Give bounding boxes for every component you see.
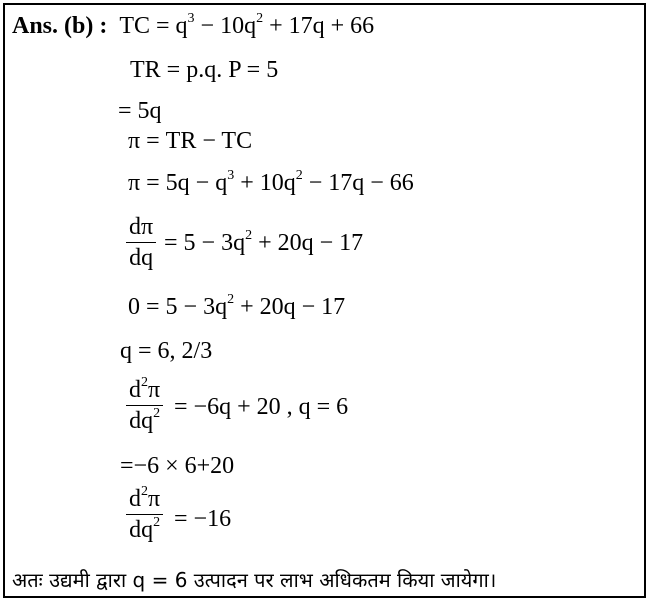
first-derivative-rhs: = $5 - 3q^2 + 20q - 17$ [164,228,364,256]
roots: q = 6, 2/3 [120,338,213,364]
fraction-numerator: $d^2\pi$ [129,375,161,403]
fraction-denominator: $dq^2$ [129,515,161,543]
second-derivative-result-rhs: = −16 [174,506,232,532]
fraction-denominator: $dq^2$ [129,406,161,434]
second-derivative-result-fraction [126,484,163,545]
answer-label: Ans. (b) : [12,13,108,39]
foc-equation: $0 = 5 - 3q^2 + 20q - 17$ [128,292,346,320]
tc-equation: Ans. (b) : TC = $q^3 - 10q^2 + 17q + 66$ [12,11,375,39]
fraction-numerator: $d^2\pi$ [129,484,161,512]
tr-equation: TR = p.q. P = 5 [130,57,279,83]
evaluation: =−6 × 6+20 [120,453,235,479]
fraction-numerator: dπ [129,214,154,240]
fraction-denominator: dq [129,245,154,271]
profit-definition: π = TR − TC [128,128,253,154]
profit-expanded: $\pi = 5q - q^3 + 10q^2 - 17q - 66$ [128,168,414,196]
second-derivative-rhs: = −6q + 20 , q = 6 [174,394,349,420]
second-derivative-fraction [126,375,163,436]
conclusion-text: अतः उद्यमी द्वारा q = 6 उत्पादन पर लाभ अधिकतम किया जायेगा। [12,568,497,592]
tr-value: = 5q [118,98,162,124]
first-derivative-fraction [126,212,156,273]
